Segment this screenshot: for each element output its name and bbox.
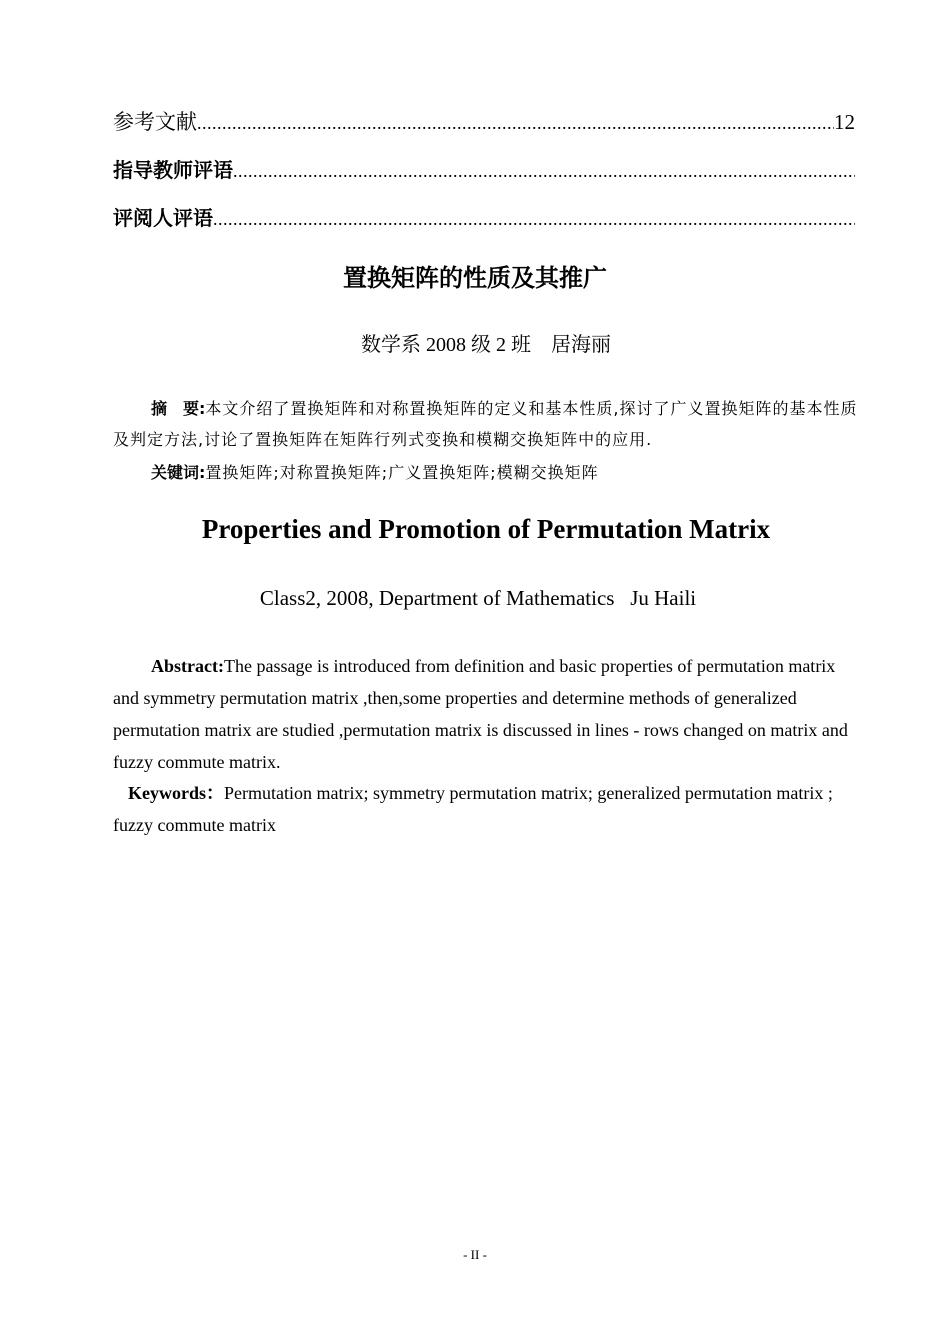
chinese-abstract-text: 本文介绍了置换矩阵和对称置换矩阵的定义和基本性质,探讨了广义置换矩阵的基本性质及判定方法,讨论了置换矩阵在矩阵行列式变换和模糊交换矩阵中的应用. — [113, 399, 858, 449]
english-abstract — [113, 650, 853, 778]
toc-entry-reviewer-comments[interactable] — [113, 202, 855, 250]
chinese-keywords-label: 关键词: — [151, 463, 206, 482]
toc-leader-dots — [233, 161, 855, 182]
chinese-keywords-text: 置换矩阵;对称置换矩阵;广义置换矩阵;模糊交换矩阵 — [205, 463, 599, 482]
english-abstract-text: The passage is introduced from definition and basic properties of permutation matrix and symmetry permutation matrix ,then,some properties and determine methods of generalized permutation matrix are studied ,permutation matrix is discussed in lines - rows changed on matrix and fuzzy commute matrix. — [113, 656, 848, 772]
toc-entry-label: 评阅人评语 — [113, 206, 213, 230]
toc-entry-advisor-comments[interactable] — [113, 154, 855, 202]
english-abstract-label: Abstract: — [151, 656, 224, 676]
chinese-title: 置换矩阵的性质及其推广 — [343, 264, 607, 292]
english-keywords-text: Permutation matrix; symmetry permutation matrix; generalized permutation matrix ; fuzzy commute matrix — [113, 783, 833, 835]
chinese-keywords — [151, 459, 861, 487]
english-keywords-separator: ： — [206, 783, 224, 803]
english-title: Properties and Promotion of Permutation Matrix — [201, 514, 771, 544]
toc-leader-dots — [213, 209, 855, 230]
toc-entry-label: 参考文献 — [113, 110, 197, 134]
toc-leader-dots — [197, 113, 834, 134]
english-keywords-label: Keywords — [128, 783, 206, 803]
toc-entry-references[interactable] — [113, 106, 855, 154]
page-number: - II - — [463, 1247, 487, 1262]
table-of-contents — [113, 106, 855, 250]
english-keywords — [113, 777, 863, 841]
english-author-line: Class2, 2008, Department of Mathematics Ju Haili — [259, 586, 697, 610]
chinese-abstract-label: 摘 要: — [151, 399, 206, 418]
toc-entry-label: 指导教师评语 — [113, 158, 233, 182]
chinese-abstract — [113, 393, 861, 455]
toc-entry-page: 12 — [834, 110, 855, 134]
chinese-author-line: 数学系 2008 级 2 班 居海丽 — [361, 334, 611, 356]
